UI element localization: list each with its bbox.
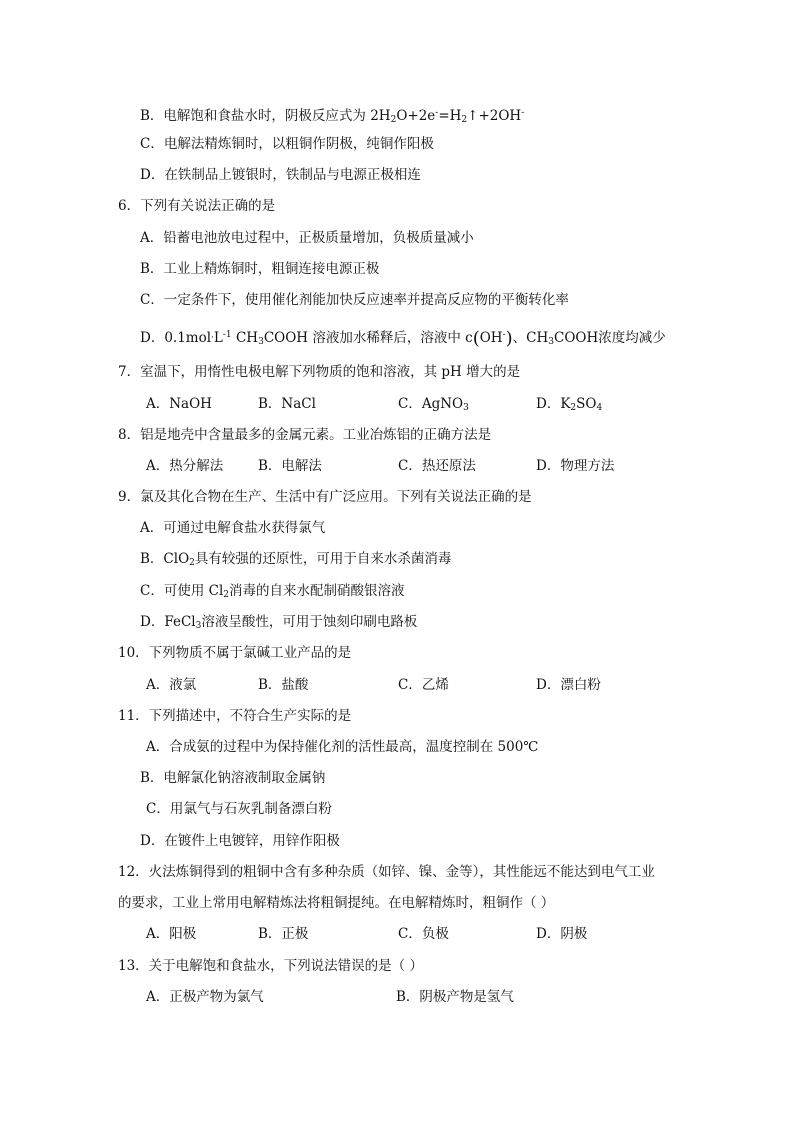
subscript: 2 (189, 558, 195, 568)
q6-option-d-text: D．0.1mol (140, 330, 212, 346)
q13-option-a: A．正极产物为氯气 (146, 989, 264, 1005)
subscript: 3 (195, 621, 202, 631)
q6-stem: 6．下列有关说法正确的是 (118, 198, 276, 214)
q5-option-b-text: =H (438, 108, 462, 124)
q8-option-a: A．热分解法 (146, 458, 224, 474)
q10-option-a: A．液氯 (146, 677, 197, 693)
superscript: - (435, 108, 439, 118)
q8-stem: 8．铝是地壳中含量最多的金属元素。工业冶炼铝的正确方法是 (118, 427, 492, 443)
mid-dot: · (211, 333, 214, 343)
q6-option-c: C．一定条件下，使用催化剂能加快反应速率并提高反应物的平衡转化率 (140, 292, 569, 308)
q11-option-d: D．在镀件上电镀锌，用锌作阳极 (140, 833, 340, 849)
q6-option-d-text: COOH 溶液加水稀释后，溶液中 c (263, 330, 473, 346)
q11-stem: 11．下列描述中，不符合生产实际的是 (118, 708, 352, 724)
q5-option-c: C．电解法精炼铜时，以粗铜作阴极，纯铜作阳极 (140, 136, 434, 152)
superscript: - (521, 108, 525, 118)
q11-option-a: A．合成氨的过程中为保持催化剂的活性最高，温度控制在 500℃ (146, 739, 539, 755)
q9-option-b-text: B．ClO (140, 551, 190, 567)
q6-option-d-text: COOH浓度均减少 (554, 330, 666, 346)
subscript: 4 (596, 403, 603, 413)
q5-option-b-text: O+2e (396, 108, 436, 124)
q8-option-b: B．电解法 (258, 458, 322, 474)
q7-option-d-text: D．K (536, 396, 571, 412)
q5-option-b-text: ↑+2OH (467, 108, 522, 124)
q6-option-a: A．铅蓄电池放电过程中，正极质量增加，负极质量减小 (140, 230, 474, 246)
q10-option-b: B．盐酸 (258, 677, 309, 693)
subscript: 3 (258, 337, 264, 347)
q6-option-d-text: CH (231, 330, 259, 346)
q8-option-c: C．热还原法 (398, 458, 476, 474)
subscript: 2 (390, 115, 397, 125)
q6-option-d-text: 、CH (512, 330, 549, 346)
subscript: 2 (461, 115, 468, 125)
q9-option-c-text: 消毒的自来水配制硝酸银溶液 (229, 583, 405, 599)
q6-option-b: B．工业上精炼铜时，粗铜连接电源正极 (140, 261, 380, 277)
q7-option-a: A．NaOH (146, 396, 212, 412)
q5-option-b (140, 103, 524, 130)
q5-option-b-text: B．电解饱和食盐水时，阴极反应式为 2H (140, 108, 391, 124)
q5-option-d: D．在铁制品上镀银时，铁制品与电源正极相连 (140, 167, 421, 183)
q9-option-b-text: 具有较强的还原性，可用于自来水杀菌消毒 (194, 551, 452, 567)
q12-option-a: A．阳极 (146, 926, 197, 942)
q7-option-d-text: SO (576, 396, 597, 412)
q9-option-c-text: C．可使用 Cl (140, 583, 224, 599)
q6-option-d-text: OH (479, 330, 503, 346)
q6-option-d (140, 325, 666, 352)
subscript: 2 (570, 403, 577, 413)
q7-stem: 7．室温下，用惰性电极电解下列物质的饱和溶液，其 pH 增大的是 (118, 364, 521, 380)
superscript: -1 (222, 330, 232, 340)
q9-option-b (140, 549, 451, 573)
q11-option-c: C．用氯气与石灰乳制备漂白粉 (146, 801, 332, 817)
superscript: - (502, 330, 506, 340)
subscript: 2 (223, 590, 230, 600)
subscript: 3 (548, 337, 554, 347)
q10-option-d: D．漂白粉 (536, 677, 601, 693)
q7-option-c-text: C．AgNO (398, 396, 464, 412)
q12-stem-line1: 12．火法炼铜得到的粗铜中含有多种杂质（如锌、镍、金等），其性能远不能达到电气工业 (118, 864, 655, 880)
left-paren: ( (472, 328, 480, 349)
q9-option-c (140, 581, 405, 605)
q13-stem: 13．关于电解饱和食盐水，下列说法错误的是（ ） (118, 958, 423, 974)
q10-option-c: C．乙烯 (398, 677, 449, 693)
q12-stem-line2: 的要求，工业上常用电解精炼法将粗铜提纯。在电解精炼时，粗铜作（ ） (118, 895, 555, 911)
q9-stem: 9．氯及其化合物在生产、生活中有广泛应用。下列有关说法正确的是 (118, 489, 532, 505)
q7-option-d (536, 394, 602, 418)
q12-option-b: B．正极 (258, 926, 309, 942)
q13-option-b: B．阴极产物是氢气 (396, 989, 514, 1005)
q8-option-d: D．物理方法 (536, 458, 615, 474)
q10-stem: 10．下列物质不属于氯碱工业产品的是 (118, 645, 352, 661)
q11-option-b: B．电解氯化钠溶液制取金属钠 (140, 770, 326, 786)
q12-option-d: D．阴极 (536, 926, 588, 942)
q9-option-a: A．可通过电解食盐水获得氯气 (140, 520, 326, 536)
right-paren: ) (505, 328, 513, 349)
subscript: 3 (463, 403, 469, 413)
q6-option-d-text: L (213, 330, 223, 346)
q7-option-b: B．NaCl (258, 396, 316, 412)
q9-option-d (140, 612, 417, 636)
q7-option-c (398, 394, 469, 418)
q9-option-d-text: D．FeCl (140, 614, 196, 630)
q12-option-c: C．负极 (398, 926, 449, 942)
q9-option-d-text: 溶液呈酸性，可用于蚀刻印刷电路板 (201, 614, 418, 630)
